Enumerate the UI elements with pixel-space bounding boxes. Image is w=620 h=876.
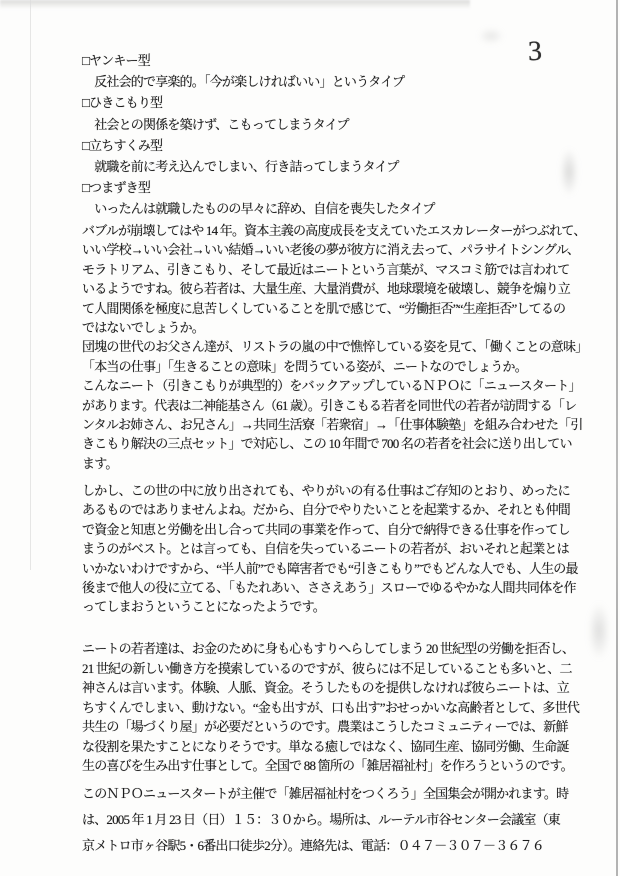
paragraph-work-community — [82, 481, 578, 617]
text-line: 21 世紀の新しい働き方を摸索しているのですが、彼らには不足していることも多いと、二 — [82, 660, 572, 676]
text-line: いい学校→いい会社→いい結婚→いい老後の夢が彼方に消え去って、パラサイトシングル、 — [82, 242, 580, 258]
text-line: □ひきこもり型 — [82, 95, 163, 111]
text-line: 京メトロ市ヶ谷駅5・6番出口徒歩2分）。連絡先は、電話：０４７－３０７－３６７６ — [82, 838, 545, 853]
text-line: 反社会的で享楽的。「今が楽しければいい」というタイプ — [82, 74, 405, 90]
text-line: □つまずき型 — [82, 180, 151, 196]
paragraph-neet-needs — [82, 639, 579, 776]
text-line: □立ちすくみ型 — [82, 137, 163, 153]
text-line: 社会との関係を築けず、こもってしまうタイプ — [82, 116, 349, 132]
text-line: しかし、この世の中に放り出されても、やりがいの有る仕事はご存知のとおり、めったに — [82, 483, 570, 498]
scan-smudge-mark — [588, 602, 610, 660]
text-line: ます。 — [82, 455, 118, 471]
text-line: ではないでしょうか。 — [82, 320, 205, 336]
paragraph-event-notice — [82, 781, 568, 859]
text-line: いったんは就職したものの早々に辞め、自信を喪失したタイプ — [82, 201, 435, 217]
paragraph-bubble-collapse — [82, 221, 587, 473]
text-line: まうのがベスト。とは言っても、自信を失っているニートの若者が、おいそれと起業とは — [82, 541, 569, 557]
text-line: て人間関係を極度に息苦しくしていることを肌で感じて、“労働拒否”“生産拒否”してるの — [82, 300, 566, 316]
text-line: 「本当の仕事」「生きることの意味」を問うている姿が、ニートなのでしょうか。 — [82, 358, 527, 374]
neet-type-list — [82, 50, 435, 220]
scan-left-fold-line — [30, 0, 31, 570]
text-line: 後まで他人の役に立てる、「もたれあい、ささえあう」スローでゆるやかな人間共同体を作 — [82, 580, 576, 596]
text-line: ちすくんでしまい、動けない。“金も出すが、口も出す”おせっかいな高齢者として、多世代 — [82, 699, 580, 715]
scan-smudge-mark — [560, 148, 578, 196]
text-line: で資金と知恵と労働を出し合って共同の事業を作って、自分で納得できる仕事を作ってし — [82, 521, 570, 537]
text-line: 神さんは言います。体験、人脈、資金。そうしたものを提供しなければ彼らニートは、立 — [82, 680, 569, 695]
text-line: 生の喜びを生み出す仕事として。全国で 88 箇所の「雑居福祉村」を作ろうというのです。 — [82, 758, 573, 773]
text-line: ニートの若者達は、お金のために身も心もすりへらしてしまう 20 世紀型の労働を拒否し、 — [82, 641, 575, 656]
text-line: あるものではありませんよね。だから、自分でやりたいことを起業するか、それとも仲間 — [82, 502, 571, 518]
text-line: きこもり解決の三点セット」で対応し、この 10 年間で 700 名の若者を社会に送り出してい — [82, 436, 572, 452]
text-line: は、2005 年 1 月 23 日（日）１５：３０から。場所は、ルーテル市谷センター会議室（東 — [82, 812, 560, 827]
text-line: バブルが崩壊してはや 14 年。資本主義の高度成長を支えていたエスカレーターがつぶれて、 — [82, 223, 586, 238]
text-line: 共生の「場づくり屋」が必要だというのです。農業はこうしたコミュニティーでは、新鮮 — [82, 719, 568, 734]
scan-right-edge-line — [616, 0, 618, 876]
text-line: □ヤンキー型 — [82, 53, 150, 68]
text-line: このＮＰＯニュースタートが主催で「雑居福祉村をつくろう」全国集会が開かれます。時 — [82, 786, 569, 801]
text-line: な役割を果たすことになりそうです。単なる癒しではなく、協同生産、協同労働、生命誕 — [82, 738, 569, 754]
text-line: ってしまおうということになったようです。 — [82, 599, 325, 615]
text-line: モラトリアム、引きこもり、そして最近はニートという言葉が、マスコミ筋では言われて — [82, 261, 570, 277]
text-line: ンタルお姉さん、お兄さん」→共同生活寮「若衆宿」→「仕事体験塾」を組み合わせた「引 — [82, 417, 583, 433]
scan-top-smudge — [0, 0, 470, 9]
text-line: 団塊の世代のお父さん達が、リストラの嵐の中で憔悴している姿を見て、「働くことの意味」 — [82, 339, 588, 355]
text-line: いるようですね。彼ら若者は、大量生産、大量消費が、地球環境を破壊し、競争を煽り立 — [82, 281, 571, 297]
text-line: があります。代表は二神能基さん（61 歳）。引きこもる若者を同世代の若者が訪問する「レ — [82, 397, 577, 413]
text-line: 就職を前に考え込んでしまい、行き詰ってしまうタイプ — [82, 159, 399, 175]
page-number: 3 — [527, 35, 543, 68]
text-line: こんなニート（引きこもりが典型的）をバックアップしているＮＰＯに「ニュースタート」 — [82, 378, 581, 394]
scan-smudge-mark — [478, 28, 504, 44]
text-line: いかないわけですから、“半人前”でも障害者でも“引きこもり”でもどんな人でも、人生の最 — [82, 560, 578, 576]
